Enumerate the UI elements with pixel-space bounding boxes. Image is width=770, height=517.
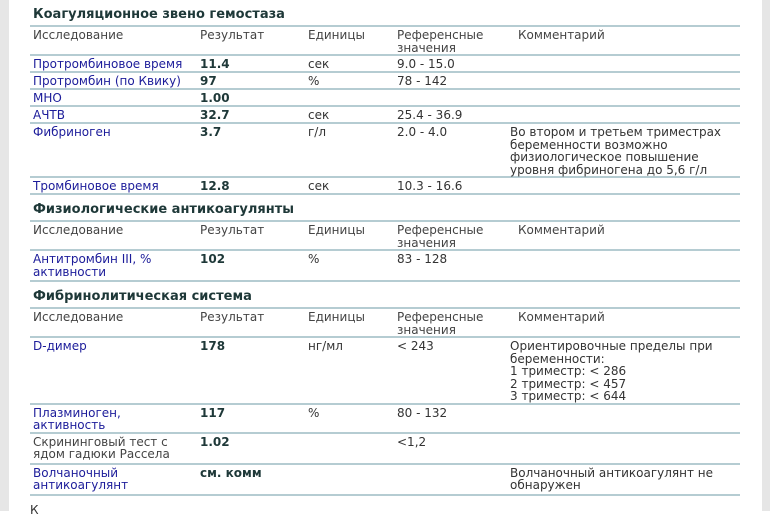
comment bbox=[510, 55, 740, 72]
comment: Ориентировочные пределы при беременности: 1 триместр: < 286 2 триместр: < 457 3 триместр: < 644 bbox=[510, 337, 740, 404]
result-value: 11.4 bbox=[197, 55, 305, 72]
header-ref: Референсные значения bbox=[394, 222, 510, 250]
units: % bbox=[305, 250, 394, 281]
table-header bbox=[30, 309, 740, 337]
result-value: 12.8 bbox=[197, 177, 305, 194]
results-table bbox=[30, 27, 740, 195]
reference-range: <1,2 bbox=[394, 433, 510, 464]
table-header bbox=[30, 27, 740, 55]
reference-range: 9.0 - 15.0 bbox=[394, 55, 510, 72]
header-name: Исследование bbox=[30, 27, 197, 55]
units bbox=[305, 433, 394, 464]
result-value: 3.7 bbox=[197, 123, 305, 177]
header-result: Результат bbox=[197, 27, 305, 55]
table-row bbox=[30, 337, 740, 404]
results-table bbox=[30, 309, 740, 496]
table-row bbox=[30, 177, 740, 194]
comment bbox=[510, 106, 740, 123]
test-name-link[interactable]: МНО bbox=[30, 89, 197, 106]
comment bbox=[510, 177, 740, 194]
header-name: Исследование bbox=[30, 309, 197, 337]
table-row bbox=[30, 89, 740, 106]
reference-range: 80 - 132 bbox=[394, 404, 510, 433]
reference-range: 10.3 - 16.6 bbox=[394, 177, 510, 194]
units: сек bbox=[305, 106, 394, 123]
units: нг/мл bbox=[305, 337, 394, 404]
reference-range bbox=[394, 464, 510, 495]
comment bbox=[510, 433, 740, 464]
result-value: 1.00 bbox=[197, 89, 305, 106]
comment bbox=[510, 89, 740, 106]
units: % bbox=[305, 404, 394, 433]
result-value: 102 bbox=[197, 250, 305, 281]
header-comment: Комментарий bbox=[510, 309, 740, 337]
right-scrollbar[interactable] bbox=[762, 0, 770, 511]
table-row bbox=[30, 72, 740, 89]
test-name-link[interactable]: АЧТВ bbox=[30, 106, 197, 123]
test-name-link[interactable]: Антитромбин III, % активности bbox=[30, 250, 197, 281]
result-value: 178 bbox=[197, 337, 305, 404]
comment: Волчаночный антикоагулянт не обнаружен bbox=[510, 464, 740, 495]
test-name-link[interactable]: Фибриноген bbox=[30, 123, 197, 177]
test-name-link[interactable]: Тромбиновое время bbox=[30, 177, 197, 194]
header-units: Единицы bbox=[305, 222, 394, 250]
units: сек bbox=[305, 55, 394, 72]
reference-range: < 243 bbox=[394, 337, 510, 404]
header-result: Результат bbox=[197, 309, 305, 337]
table-row bbox=[30, 250, 740, 281]
units: % bbox=[305, 72, 394, 89]
header-comment: Комментарий bbox=[510, 27, 740, 55]
footer-text: К bbox=[30, 503, 39, 517]
table-row bbox=[30, 404, 740, 433]
result-value: 32.7 bbox=[197, 106, 305, 123]
comment: Во втором и третьем триместрах беременности возможно физиологическое повышение уровня фибриногена до 5,6 г/л bbox=[510, 123, 740, 177]
reference-range: 78 - 142 bbox=[394, 72, 510, 89]
reference-range bbox=[394, 89, 510, 106]
table-row bbox=[30, 433, 740, 464]
table-row bbox=[30, 464, 740, 495]
result-value: 117 bbox=[197, 404, 305, 433]
comment bbox=[510, 404, 740, 433]
header-ref: Референсные значения bbox=[394, 27, 510, 55]
lab-results bbox=[30, 0, 740, 496]
comment bbox=[510, 72, 740, 89]
reference-range: 83 - 128 bbox=[394, 250, 510, 281]
header-comment: Комментарий bbox=[510, 222, 740, 250]
table-row bbox=[30, 123, 740, 177]
units: сек bbox=[305, 177, 394, 194]
table-header bbox=[30, 222, 740, 250]
section-title: Коагуляционное звено гемостаза bbox=[30, 0, 740, 27]
test-name-link[interactable]: D-димер bbox=[30, 337, 197, 404]
header-name: Исследование bbox=[30, 222, 197, 250]
result-value: см. комм bbox=[197, 464, 305, 495]
test-name: Скрининговый тест с ядом гадюки Рассела bbox=[30, 433, 197, 464]
section-title: Фибринолитическая система bbox=[30, 282, 740, 309]
comment bbox=[510, 250, 740, 281]
units: г/л bbox=[305, 123, 394, 177]
header-units: Единицы bbox=[305, 27, 394, 55]
result-value: 97 bbox=[197, 72, 305, 89]
test-name-link[interactable]: Волчаночный антикоагулянт bbox=[30, 464, 197, 495]
reference-range: 2.0 - 4.0 bbox=[394, 123, 510, 177]
header-units: Единицы bbox=[305, 309, 394, 337]
units bbox=[305, 89, 394, 106]
results-table bbox=[30, 222, 740, 282]
test-name-link[interactable]: Протромбин (по Квику) bbox=[30, 72, 197, 89]
table-row bbox=[30, 55, 740, 72]
header-ref: Референсные значения bbox=[394, 309, 510, 337]
test-name-link[interactable]: Протромбиновое время bbox=[30, 55, 197, 72]
test-name-link[interactable]: Плазминоген, активность bbox=[30, 404, 197, 433]
header-result: Результат bbox=[197, 222, 305, 250]
reference-range: 25.4 - 36.9 bbox=[394, 106, 510, 123]
left-margin bbox=[0, 0, 9, 511]
section-title: Физиологические антикоагулянты bbox=[30, 195, 740, 222]
units bbox=[305, 464, 394, 495]
result-value: 1.02 bbox=[197, 433, 305, 464]
table-row bbox=[30, 106, 740, 123]
